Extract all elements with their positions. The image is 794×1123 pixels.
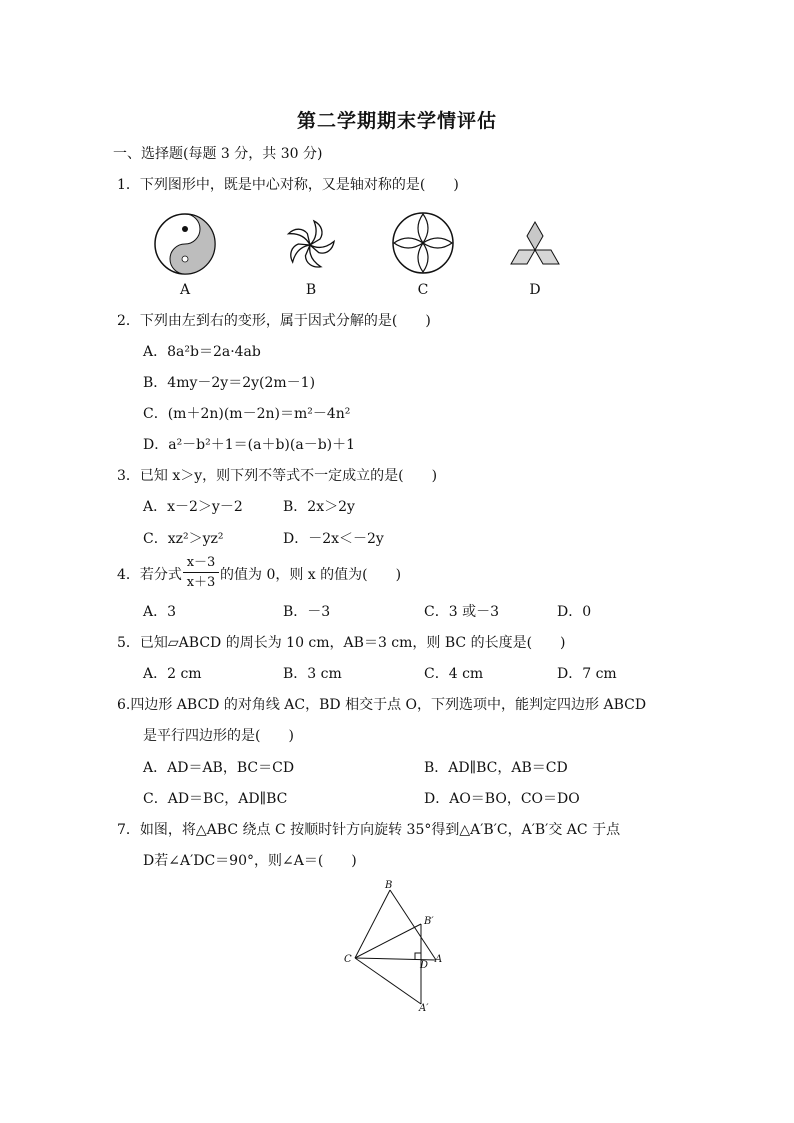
q3-option-c[interactable]: C．xz²＞yz²: [143, 531, 224, 547]
label-a-prime: A′: [419, 1003, 429, 1014]
section-heading: 一、选择题(每题 3 分，共 30 分): [113, 146, 323, 162]
q1-label-a: A: [179, 282, 191, 298]
q1-stem: 1．下列图形中，既是中心对称，又是轴对称的是( ): [117, 177, 459, 193]
q4-numerator: x－3: [186, 555, 216, 570]
q2-option-c[interactable]: C．(m＋2n)(m－2n)＝m²－4n²: [143, 406, 351, 422]
q4-stem-after: 的值为 0，则 x 的值为( ): [220, 567, 402, 583]
q2-option-d[interactable]: D．a²－b²＋1＝(a＋b)(a－b)＋1: [143, 437, 356, 453]
q5-option-c[interactable]: C．4 cm: [424, 666, 484, 682]
q5-stem: 5．已知▱ABCD 的周长为 10 cm，AB＝3 cm，则 BC 的长度是( ): [117, 635, 566, 651]
q1-label-d: D: [529, 282, 541, 298]
label-b-prime: B′: [424, 916, 434, 927]
q3-option-a[interactable]: A．x－2＞y－2: [143, 499, 243, 515]
q4-option-b[interactable]: B．－3: [283, 604, 331, 620]
q7-stem-line1: 7．如图，将△ABC 绕点 C 按顺时针方向旋转 35°得到△A′B′C，A′B′交 AC 于点: [117, 822, 621, 838]
q6-stem-line1: 6.四边形 ABCD 的对角线 AC，BD 相交于点 O，下列选项中，能判定四边形 ABCD: [117, 697, 647, 713]
pinwheel-figure: [279, 214, 341, 276]
q1-label-c: C: [417, 282, 429, 298]
yin-yang-figure: [153, 212, 217, 276]
four-petal-circle-figure: [391, 211, 455, 275]
q4-denominator: x＋3: [186, 575, 216, 590]
q4-option-a[interactable]: A．3: [143, 604, 177, 620]
label-a: A: [435, 954, 443, 965]
fraction-bar: [183, 572, 219, 573]
rotation-triangle-figure: [340, 880, 450, 1015]
q6-option-c[interactable]: C．AD＝BC，AD∥BC: [143, 791, 288, 807]
label-d: D: [420, 960, 429, 971]
three-rhombus-figure: [503, 220, 567, 274]
q7-stem-line2: D若∠A′DC＝90°，则∠A＝( ): [143, 853, 357, 869]
q2-stem: 2．下列由左到右的变形，属于因式分解的是( ): [117, 313, 431, 329]
q4-option-d[interactable]: D．0: [557, 604, 592, 620]
q5-option-b[interactable]: B．3 cm: [283, 666, 342, 682]
q1-label-b: B: [305, 282, 317, 298]
q6-option-d[interactable]: D．AO＝BO，CO＝DO: [424, 791, 580, 807]
q6-option-a[interactable]: A．AD＝AB，BC＝CD: [143, 760, 295, 776]
q6-stem-line2: 是平行四边形的是( ): [143, 728, 294, 744]
q2-option-a[interactable]: A．8a²b＝2a·4ab: [143, 344, 261, 360]
q6-option-b[interactable]: B．AD∥BC，AB＝CD: [424, 760, 568, 776]
page-title: 第二学期期末学情评估: [296, 110, 497, 132]
q4-option-c[interactable]: C．3 或－3: [424, 604, 499, 620]
q2-option-b[interactable]: B．4my－2y＝2y(2m－1): [143, 375, 316, 391]
q3-option-b[interactable]: B．2x＞2y: [283, 499, 355, 515]
q3-option-d[interactable]: D．－2x＜－2y: [283, 531, 384, 547]
q5-option-d[interactable]: D．7 cm: [557, 666, 617, 682]
q4-stem-before: 4．若分式: [117, 567, 182, 583]
q5-option-a[interactable]: A．2 cm: [143, 666, 202, 682]
q3-stem: 3．已知 x＞y，则下列不等式不一定成立的是( ): [117, 468, 438, 484]
label-c: C: [344, 954, 352, 965]
label-b: B: [385, 880, 393, 891]
